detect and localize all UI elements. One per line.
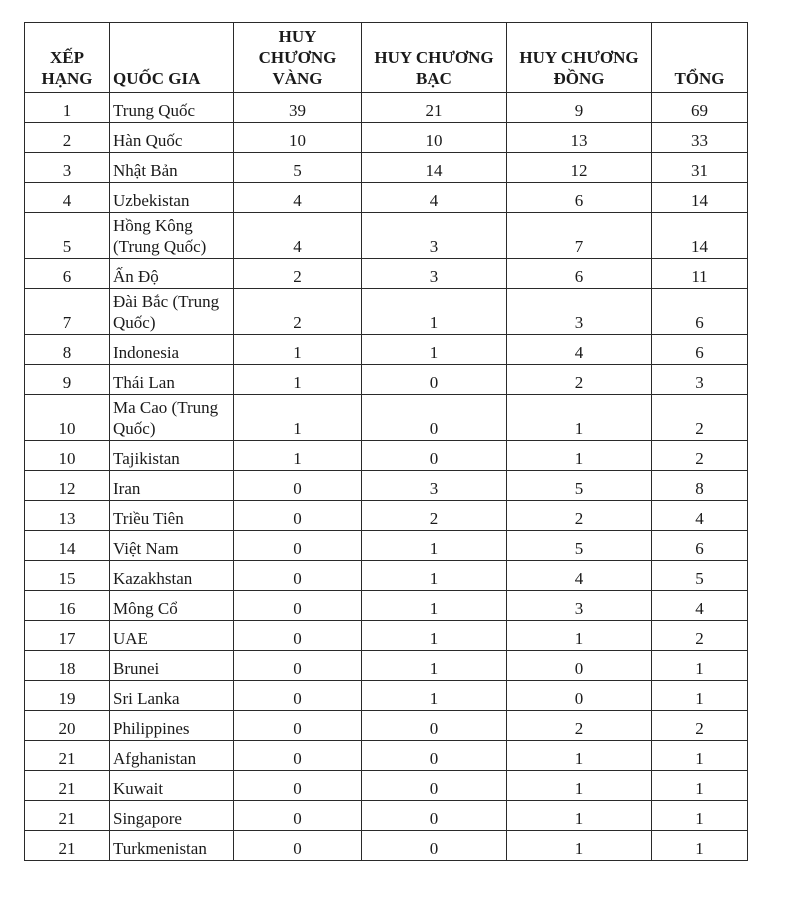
header-bronze: HUY CHƯƠNG ĐỒNG — [507, 23, 652, 93]
cell-country — [110, 501, 234, 531]
cell-bronze: 1 — [507, 801, 652, 831]
cell-country — [110, 831, 234, 861]
cell-total: 2 — [652, 441, 748, 471]
cell-gold: 2 — [234, 259, 362, 289]
cell-total: 3 — [652, 365, 748, 395]
cell-rank: 14 — [25, 531, 110, 561]
header-row — [25, 23, 748, 93]
cell-rank: 10 — [25, 441, 110, 471]
cell-gold: 0 — [234, 501, 362, 531]
cell-total: 14 — [652, 213, 748, 259]
cell-bronze: 7 — [507, 213, 652, 259]
cell-rank: 2 — [25, 123, 110, 153]
country-name: Uzbekistan — [113, 191, 190, 210]
table-row — [25, 441, 748, 471]
cell-rank: 20 — [25, 711, 110, 741]
cell-silver: 0 — [362, 741, 507, 771]
cell-total: 31 — [652, 153, 748, 183]
cell-total: 1 — [652, 681, 748, 711]
cell-total: 6 — [652, 531, 748, 561]
cell-rank: 4 — [25, 183, 110, 213]
cell-total: 69 — [652, 93, 748, 123]
cell-gold: 0 — [234, 801, 362, 831]
cell-gold: 4 — [234, 213, 362, 259]
header-gold: HUY CHƯƠNG VÀNG — [234, 23, 362, 93]
table-row — [25, 501, 748, 531]
cell-rank: 7 — [25, 289, 110, 335]
cell-bronze: 1 — [507, 771, 652, 801]
cell-rank: 10 — [25, 395, 110, 441]
cell-gold: 0 — [234, 471, 362, 501]
table-row — [25, 801, 748, 831]
cell-total: 8 — [652, 471, 748, 501]
country-name: Brunei — [113, 659, 160, 678]
cell-silver: 0 — [362, 365, 507, 395]
cell-rank: 19 — [25, 681, 110, 711]
cell-gold: 0 — [234, 681, 362, 711]
cell-rank: 3 — [25, 153, 110, 183]
cell-silver: 14 — [362, 153, 507, 183]
cell-silver: 1 — [362, 591, 507, 621]
cell-rank: 18 — [25, 651, 110, 681]
country-name: Philippines — [113, 719, 190, 738]
country-name: Trung Quốc — [113, 101, 196, 120]
cell-silver: 1 — [362, 561, 507, 591]
cell-gold: 0 — [234, 651, 362, 681]
cell-rank: 15 — [25, 561, 110, 591]
country-name: UAE — [113, 629, 148, 648]
header-total: TỔNG — [652, 23, 748, 93]
cell-silver: 1 — [362, 681, 507, 711]
cell-rank: 21 — [25, 831, 110, 861]
cell-gold: 0 — [234, 711, 362, 741]
cell-bronze: 1 — [507, 621, 652, 651]
cell-rank: 16 — [25, 591, 110, 621]
cell-rank: 17 — [25, 621, 110, 651]
cell-rank: 5 — [25, 213, 110, 259]
cell-gold: 0 — [234, 771, 362, 801]
cell-bronze: 5 — [507, 471, 652, 501]
cell-bronze: 2 — [507, 365, 652, 395]
cell-total: 6 — [652, 335, 748, 365]
cell-total: 6 — [652, 289, 748, 335]
cell-country — [110, 561, 234, 591]
cell-bronze: 3 — [507, 591, 652, 621]
cell-gold: 1 — [234, 335, 362, 365]
cell-gold: 0 — [234, 831, 362, 861]
cell-country — [110, 711, 234, 741]
cell-rank: 12 — [25, 471, 110, 501]
cell-total: 2 — [652, 395, 748, 441]
cell-silver: 0 — [362, 831, 507, 861]
cell-gold: 0 — [234, 531, 362, 561]
cell-bronze: 0 — [507, 681, 652, 711]
cell-total: 11 — [652, 259, 748, 289]
cell-rank: 1 — [25, 93, 110, 123]
cell-rank: 21 — [25, 801, 110, 831]
cell-bronze: 0 — [507, 651, 652, 681]
country-name: Turkmenistan — [113, 839, 207, 858]
cell-bronze: 2 — [507, 501, 652, 531]
cell-silver: 4 — [362, 183, 507, 213]
cell-silver: 3 — [362, 213, 507, 259]
country-name: Hồng Kông (Trung Quốc) — [113, 216, 207, 256]
cell-country — [110, 213, 234, 259]
cell-rank: 6 — [25, 259, 110, 289]
table-row — [25, 651, 748, 681]
country-name: Việt Nam — [113, 539, 179, 558]
country-name: Kazakhstan — [113, 569, 193, 588]
cell-country — [110, 93, 234, 123]
table-row — [25, 335, 748, 365]
cell-gold: 5 — [234, 153, 362, 183]
cell-country — [110, 395, 234, 441]
cell-rank: 21 — [25, 741, 110, 771]
cell-silver: 3 — [362, 471, 507, 501]
cell-country — [110, 335, 234, 365]
country-name: Ấn Độ — [113, 267, 159, 286]
table-row — [25, 93, 748, 123]
cell-total: 33 — [652, 123, 748, 153]
cell-bronze: 4 — [507, 561, 652, 591]
cell-gold: 0 — [234, 591, 362, 621]
cell-bronze: 1 — [507, 395, 652, 441]
cell-bronze: 1 — [507, 831, 652, 861]
cell-silver: 21 — [362, 93, 507, 123]
cell-rank: 8 — [25, 335, 110, 365]
cell-total: 1 — [652, 771, 748, 801]
table-row — [25, 259, 748, 289]
table-row — [25, 213, 748, 259]
table-body — [25, 93, 748, 861]
cell-bronze: 2 — [507, 711, 652, 741]
cell-country — [110, 591, 234, 621]
cell-bronze: 9 — [507, 93, 652, 123]
cell-total: 4 — [652, 501, 748, 531]
cell-bronze: 1 — [507, 741, 652, 771]
cell-silver: 1 — [362, 289, 507, 335]
cell-country — [110, 153, 234, 183]
cell-rank: 13 — [25, 501, 110, 531]
cell-silver: 2 — [362, 501, 507, 531]
table-row — [25, 681, 748, 711]
header-silver: HUY CHƯƠNG BẠC — [362, 23, 507, 93]
cell-country — [110, 531, 234, 561]
table-row — [25, 711, 748, 741]
cell-country — [110, 183, 234, 213]
cell-bronze: 4 — [507, 335, 652, 365]
cell-gold: 1 — [234, 441, 362, 471]
header-rank: XẾP HẠNG — [25, 23, 110, 93]
table-row — [25, 183, 748, 213]
country-name: Indonesia — [113, 343, 180, 362]
cell-country — [110, 771, 234, 801]
cell-total: 5 — [652, 561, 748, 591]
table-row — [25, 289, 748, 335]
country-name: Sri Lanka — [113, 689, 180, 708]
country-name: Tajikistan — [113, 449, 180, 468]
cell-total: 14 — [652, 183, 748, 213]
cell-bronze: 13 — [507, 123, 652, 153]
cell-silver: 1 — [362, 531, 507, 561]
cell-gold: 39 — [234, 93, 362, 123]
table-row — [25, 123, 748, 153]
table-row — [25, 561, 748, 591]
header-country: QUỐC GIA — [110, 23, 234, 93]
table-row — [25, 741, 748, 771]
cell-country — [110, 441, 234, 471]
cell-silver: 1 — [362, 621, 507, 651]
cell-country — [110, 741, 234, 771]
country-name: Hàn Quốc — [113, 131, 183, 150]
cell-rank: 21 — [25, 771, 110, 801]
table-row — [25, 365, 748, 395]
cell-silver: 0 — [362, 395, 507, 441]
table-row — [25, 153, 748, 183]
cell-gold: 0 — [234, 621, 362, 651]
cell-rank: 9 — [25, 365, 110, 395]
cell-bronze: 5 — [507, 531, 652, 561]
cell-silver: 0 — [362, 801, 507, 831]
cell-bronze: 1 — [507, 441, 652, 471]
cell-total: 1 — [652, 741, 748, 771]
country-name: Kuwait — [113, 779, 164, 798]
cell-country — [110, 681, 234, 711]
table-row — [25, 621, 748, 651]
table-row — [25, 771, 748, 801]
cell-total: 1 — [652, 801, 748, 831]
cell-bronze: 6 — [507, 183, 652, 213]
medal-table — [24, 22, 748, 861]
cell-gold: 1 — [234, 365, 362, 395]
cell-gold: 4 — [234, 183, 362, 213]
table-row — [25, 591, 748, 621]
country-name: Iran — [113, 479, 141, 498]
cell-country — [110, 471, 234, 501]
cell-country — [110, 259, 234, 289]
cell-country — [110, 365, 234, 395]
cell-bronze: 6 — [507, 259, 652, 289]
cell-gold: 2 — [234, 289, 362, 335]
country-name: Singapore — [113, 809, 182, 828]
cell-silver: 1 — [362, 335, 507, 365]
table-row — [25, 471, 748, 501]
cell-silver: 0 — [362, 441, 507, 471]
cell-silver: 0 — [362, 711, 507, 741]
table-row — [25, 831, 748, 861]
country-name: Triều Tiên — [113, 509, 184, 528]
country-name: Mông Cổ — [113, 599, 178, 618]
cell-country — [110, 651, 234, 681]
cell-bronze: 12 — [507, 153, 652, 183]
cell-gold: 10 — [234, 123, 362, 153]
table-row — [25, 395, 748, 441]
country-name: Afghanistan — [113, 749, 197, 768]
cell-total: 2 — [652, 621, 748, 651]
cell-country — [110, 289, 234, 335]
table-row — [25, 531, 748, 561]
cell-gold: 0 — [234, 741, 362, 771]
cell-country — [110, 621, 234, 651]
cell-country — [110, 801, 234, 831]
cell-silver: 0 — [362, 771, 507, 801]
cell-total: 1 — [652, 831, 748, 861]
cell-bronze: 3 — [507, 289, 652, 335]
cell-total: 1 — [652, 651, 748, 681]
country-name: Đài Bắc (Trung Quốc) — [113, 292, 220, 332]
country-name: Ma Cao (Trung Quốc) — [113, 398, 219, 438]
cell-gold: 0 — [234, 561, 362, 591]
cell-silver: 1 — [362, 651, 507, 681]
country-name: Nhật Bản — [113, 161, 178, 180]
cell-total: 2 — [652, 711, 748, 741]
cell-silver: 10 — [362, 123, 507, 153]
country-name: Thái Lan — [113, 373, 175, 392]
cell-total: 4 — [652, 591, 748, 621]
cell-silver: 3 — [362, 259, 507, 289]
cell-gold: 1 — [234, 395, 362, 441]
cell-country — [110, 123, 234, 153]
